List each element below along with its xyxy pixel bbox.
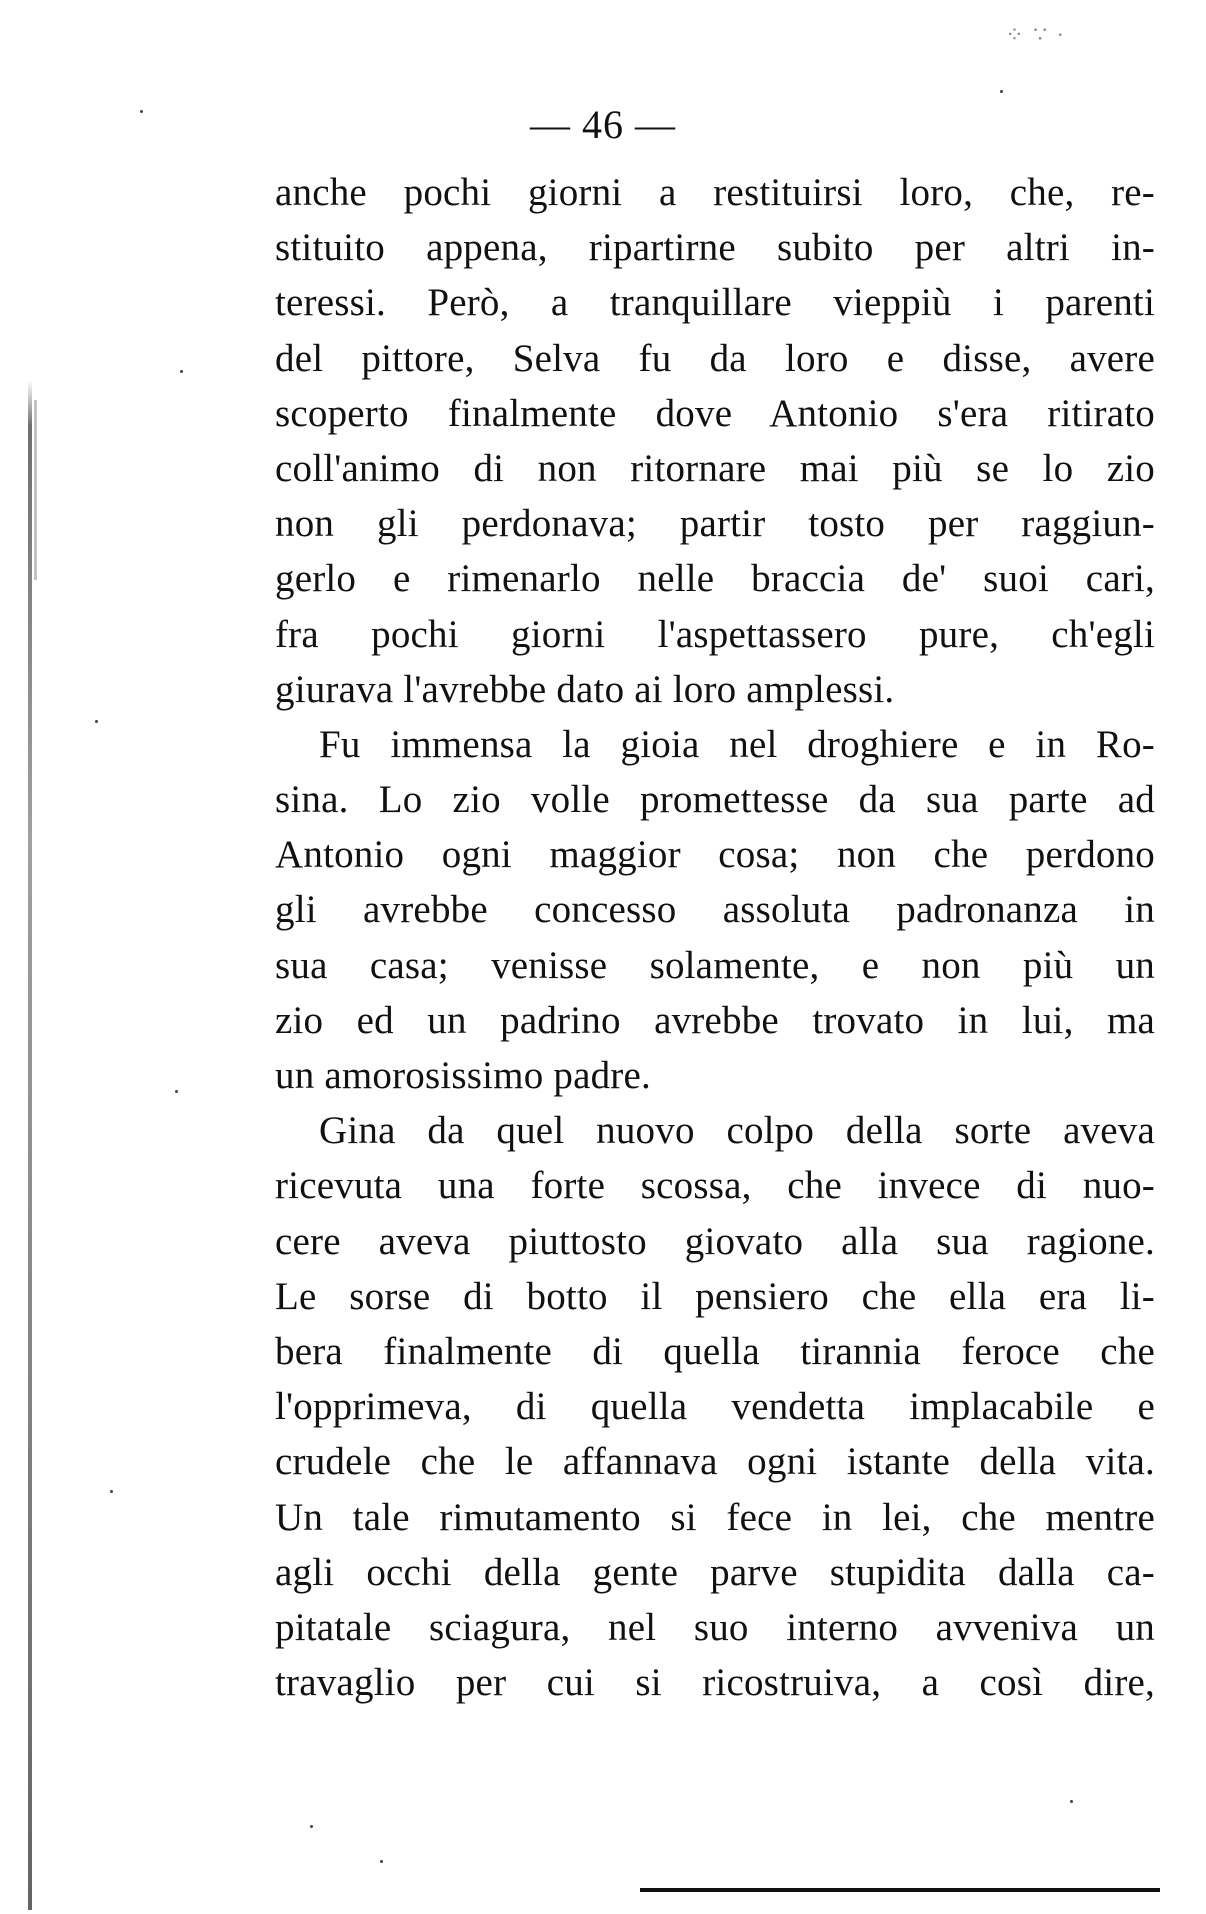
text-line: sua casa; venisse solamente, e non più un — [275, 943, 1155, 987]
text-line: ricevuta una forte scossa, che invece di nuo- — [275, 1164, 1155, 1208]
text-line: anche pochi giorni a restituirsi loro, che, re- — [275, 171, 1155, 214]
text-line: l'opprimeva, di quella vendetta implacabile e — [275, 1385, 1155, 1429]
scan-corner-marks: ⁘ ∵ · — [1005, 22, 1066, 47]
text-line: giurava l'avrebbe dato ai loro amplessi. — [275, 667, 895, 711]
text-line: zio ed un padrino avrebbe trovato in lui, ma — [275, 998, 1155, 1042]
scan-speck — [380, 1860, 383, 1863]
text-line: coll'animo di non ritornare mai più se lo zio — [275, 446, 1155, 490]
paragraph-3 — [275, 1103, 1155, 1710]
scan-speck — [140, 110, 143, 113]
page-edge-shadow — [28, 380, 32, 1910]
scan-speck — [310, 1825, 313, 1828]
scan-speck — [110, 1490, 113, 1493]
text-line: gerlo e rimenarlo nelle braccia de' suoi cari, — [275, 557, 1155, 601]
text-line: crudele che le affannava ogni istante della vita. — [275, 1440, 1155, 1484]
paragraph-2 — [275, 717, 1155, 1103]
text-line: Un tale rimutamento si fece in lei, che mentre — [275, 1495, 1155, 1539]
text-line: teressi. Però, a tranquillare vieppiù i parenti — [275, 281, 1155, 325]
paragraph-1 — [275, 165, 1155, 717]
text-line: del pittore, Selva fu da loro e disse, avere — [275, 336, 1155, 380]
text-line: sina. Lo zio volle promettesse da sua parte ad — [275, 778, 1155, 822]
text-line: Antonio ogni maggior cosa; non che perdono — [275, 833, 1155, 877]
page-number: — 46 — — [530, 102, 676, 147]
text-line: pitatale sciagura, nel suo interno avveniva un — [275, 1605, 1155, 1649]
text-line: un amorosissimo padre. — [275, 1054, 651, 1097]
text-line: gli avrebbe concesso assoluta padronanza in — [275, 888, 1155, 932]
scan-speck — [180, 370, 183, 373]
text-line: scoperto finalmente dove Antonio s'era ritirato — [275, 391, 1155, 435]
text-line: Le sorse di botto il pensiero che ella era li- — [275, 1274, 1155, 1318]
scan-speck — [1070, 1800, 1073, 1803]
scan-speck — [1000, 90, 1003, 93]
text-line: non gli perdonava; partir tosto per raggiun- — [275, 502, 1155, 546]
text-line: travaglio per cui si ricostruiva, a così dire, — [275, 1661, 1155, 1705]
text-line: cere aveva piuttosto giovato alla sua ragione. — [275, 1219, 1155, 1263]
text-line: fra pochi giorni l'aspettassero pure, ch'egli — [275, 612, 1155, 656]
page-edge-shadow-inner — [34, 400, 37, 580]
scan-speck — [95, 720, 98, 723]
body-text — [275, 165, 1155, 1710]
scan-speck — [175, 1090, 178, 1093]
bottom-edge-rule — [640, 1888, 1160, 1892]
text-line: Fu immensa la gioia nel droghiere e in Ro- — [319, 722, 1155, 766]
text-line: Gina da quel nuovo colpo della sorte aveva — [319, 1109, 1155, 1153]
text-line: bera finalmente di quella tirannia feroce che — [275, 1329, 1155, 1373]
text-line: agli occhi della gente parve stupidita dalla ca- — [275, 1550, 1155, 1594]
text-line: stituito appena, ripartirne subito per altri in- — [275, 226, 1155, 270]
